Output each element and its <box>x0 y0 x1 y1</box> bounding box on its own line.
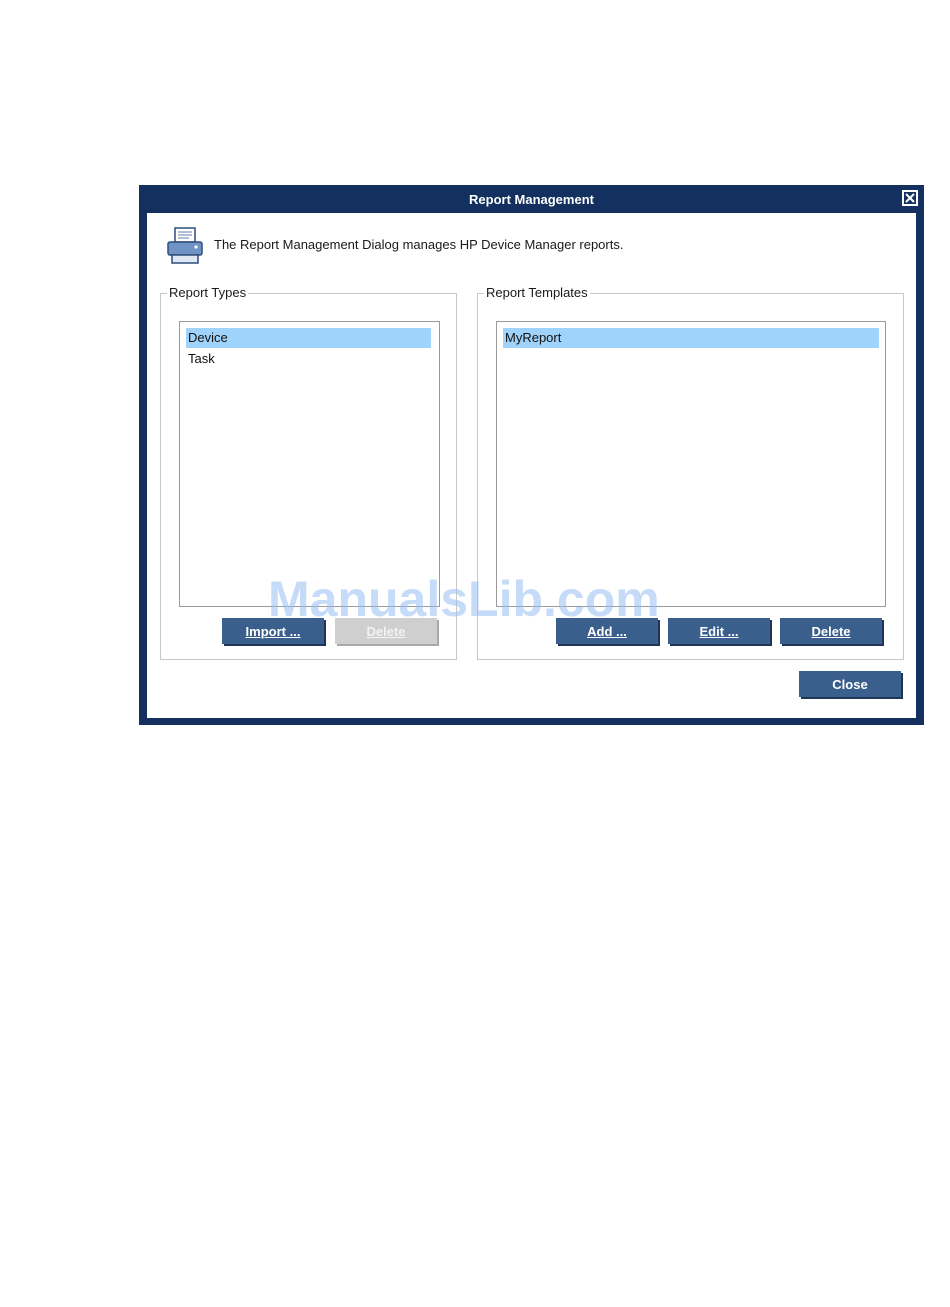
report-templates-legend: Report Templates <box>486 285 588 300</box>
add-button[interactable]: Add ... <box>556 618 658 644</box>
description-text: The Report Management Dialog manages HP Device Manager reports. <box>214 237 624 252</box>
printer-icon <box>165 225 207 267</box>
close-button[interactable]: Close <box>799 671 901 697</box>
dialog-title: Report Management <box>469 192 594 207</box>
report-management-dialog <box>139 185 924 725</box>
list-item-device[interactable]: Device <box>186 328 431 348</box>
report-types-list[interactable] <box>179 321 440 607</box>
edit-button[interactable]: Edit ... <box>668 618 770 644</box>
import-button[interactable]: Import ... <box>222 618 324 644</box>
delete-template-button[interactable]: Delete <box>780 618 882 644</box>
report-templates-list[interactable] <box>496 321 886 607</box>
delete-report-type-button[interactable]: Delete <box>335 618 437 644</box>
watermark: ManualsLib.com <box>268 571 660 627</box>
list-item-myreport[interactable]: MyReport <box>503 328 879 348</box>
report-types-group <box>160 285 457 660</box>
report-templates-group <box>477 285 904 660</box>
close-icon[interactable] <box>902 190 918 206</box>
list-item-task[interactable]: Task <box>188 351 215 366</box>
dialog-body <box>147 213 916 718</box>
report-types-legend: Report Types <box>169 285 247 300</box>
